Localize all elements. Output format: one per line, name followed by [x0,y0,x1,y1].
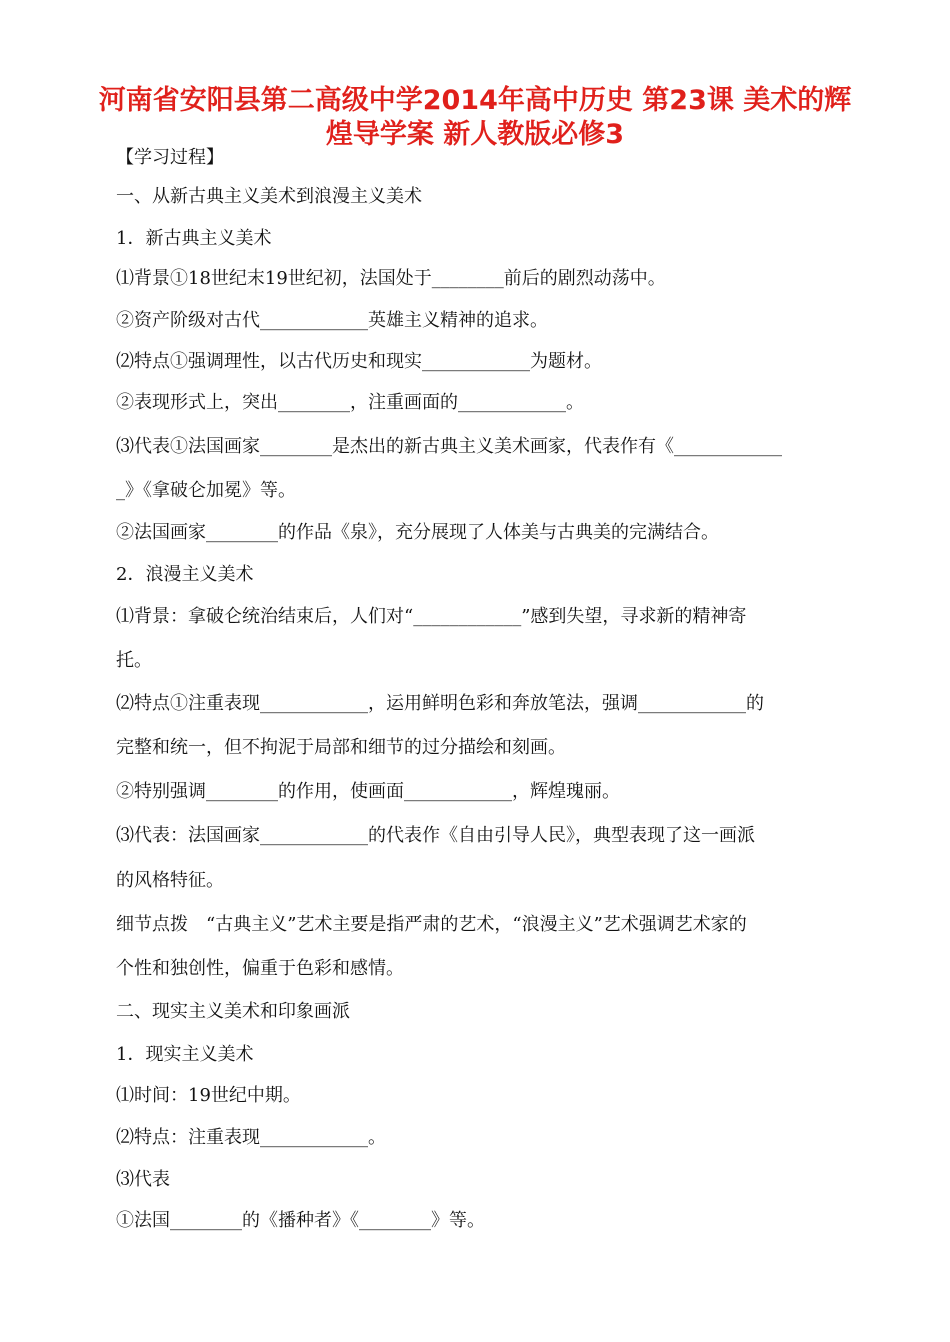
text-line: ②特别强调________的作用，使画面____________，辉煌瑰丽。 [116,781,620,802]
text-line: ②表现形式上，突出________，注重画面的____________。 [116,392,584,413]
text-line: ⑶代表：法国画家____________的代表作《自由引导人民》，典型表现了这一画派 [116,825,755,846]
text-line: ⑴背景①18世纪末19世纪初，法国处于________前后的剧烈动荡中。 [116,268,666,289]
document-title-line-1: 河南省安阳县第二高级中学2014年高中历史 第23课 美术的辉 [98,85,852,116]
text-line: ⑶代表①法国画家________是杰出的新古典主义美术画家，代表作有《____________ [116,436,782,457]
text-line: ①法国________的《播种者》《________》等。 [116,1210,485,1231]
text-line: 托。 [116,650,152,671]
text-line: ②法国画家________的作品《泉》，充分展现了人体美与古典美的完满结合。 [116,522,719,543]
text-line: ⑶代表 [116,1169,170,1190]
text-line: ⑵特点：注重表现____________。 [116,1127,386,1148]
section-heading-2: 二、现实主义美术和印象画派 [116,1001,350,1022]
document-title-line-2: 煌导学案 新人教版必修3 [325,119,625,150]
section-label-learning-process: 【学习过程】 [116,147,224,168]
subsection-heading-realism: 1．现实主义美术 [116,1044,254,1065]
text-line: ⑴背景：拿破仑统治结束后，人们对“____________”感到失望，寻求新的精神寄 [116,606,747,627]
text-line: _》《拿破仑加冕》等。 [116,480,296,501]
text-line: ⑴时间：19世纪中期。 [116,1085,301,1106]
detail-note-line: 个性和独创性，偏重于色彩和感情。 [116,958,404,979]
text-line: ②资产阶级对古代____________英雄主义精神的追求。 [116,310,548,331]
text-line: 的风格特征。 [116,870,224,891]
subsection-heading-romantic: 2．浪漫主义美术 [116,564,254,585]
text-line: ⑵特点①强调理性，以古代历史和现实____________为题材。 [116,351,602,372]
subsection-heading-neoclassical: 1．新古典主义美术 [116,228,272,249]
text-line: 完整和统一，但不拘泥于局部和细节的过分描绘和刻画。 [116,737,566,758]
detail-note-line: 细节点拨 “古典主义”艺术主要是指严肃的艺术，“浪漫主义”艺术强调艺术家的 [116,914,747,935]
text-line: ⑵特点①注重表现____________，运用鲜明色彩和奔放笔法，强调____________的 [116,693,764,714]
section-heading-1: 一、从新古典主义美术到浪漫主义美术 [116,186,422,207]
